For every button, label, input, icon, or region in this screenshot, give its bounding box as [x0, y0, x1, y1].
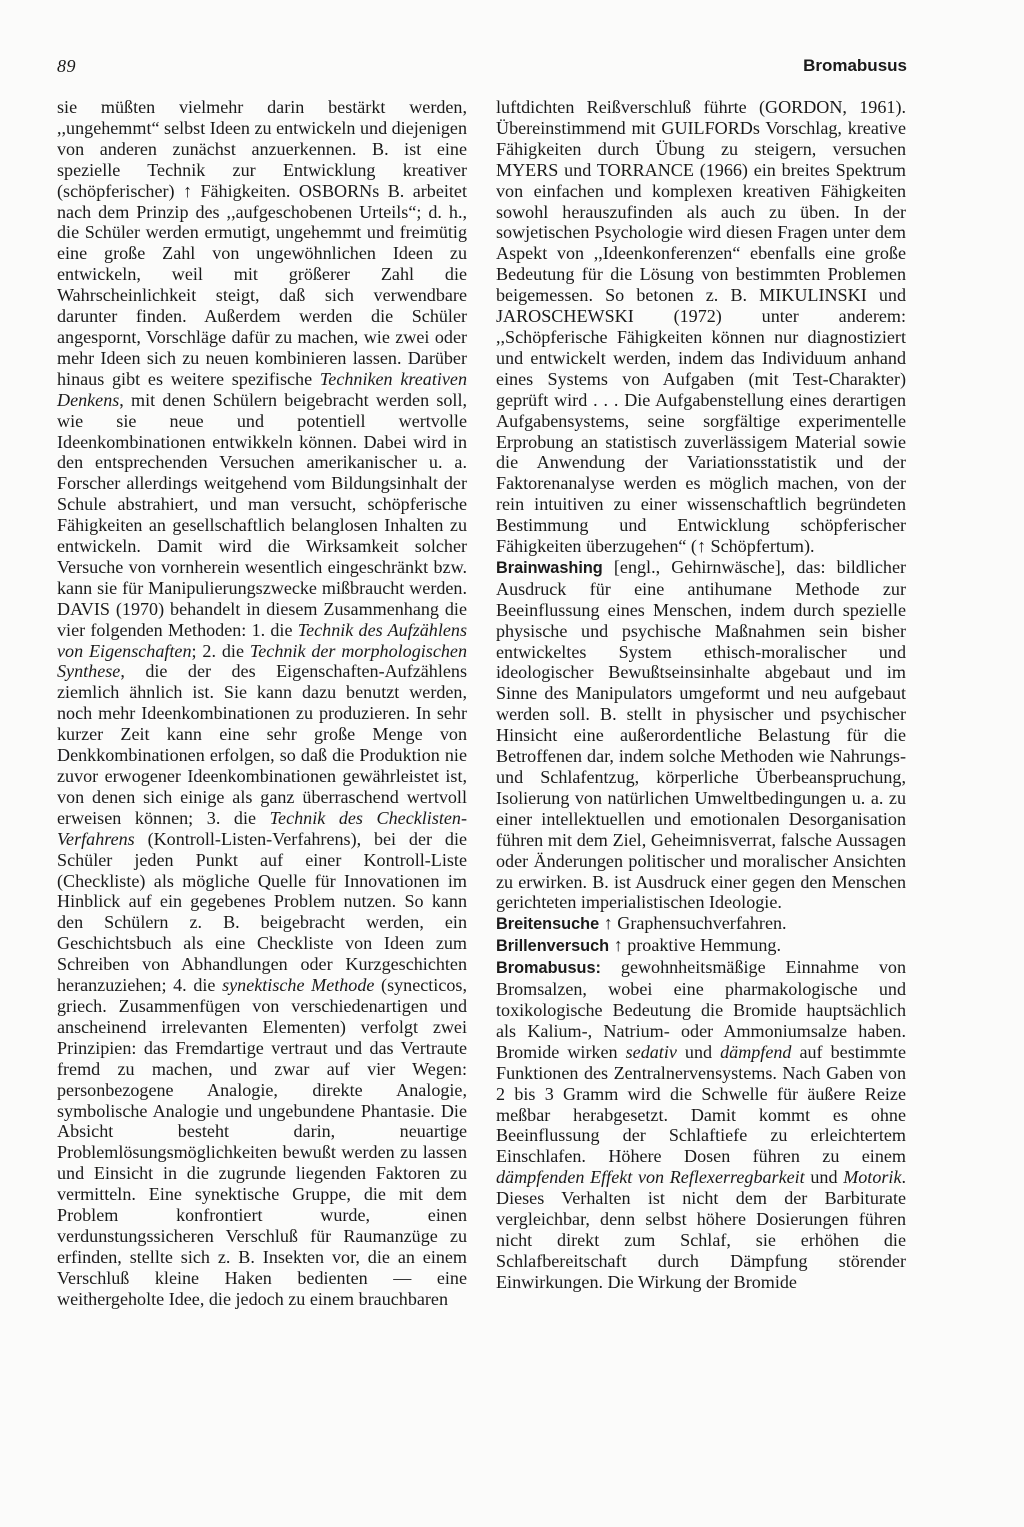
italic-term: synektische Methode — [222, 975, 375, 996]
text-run: gewohnheitsmäßige Einnahme von Bromsalzen, wobei eine pharmakologische und toxikologische Bedeutung die Bromide hauptsächlich als Kalium-, Natrium- oder Ammoniumsalze haben. Bromide wirken — [496, 957, 906, 1062]
text-run: , die der des Eigenschaften-Aufzählens ziemlich ähnlich ist. Sie kann dazu benutzt werden, noch mehr Ideenkombinationen zu produzieren. In sehr kurzer Zeit kann eine sehr große Menge von Denkkombinationen erfolgen, so daß die Produktion nie zuvor erwogener Ideenkombinationen gewährleistet ist, von denen sich einige als ganz überraschend wertvoll erweisen können; 3. die — [57, 661, 467, 828]
text-run: . Dieses Verhalten ist nicht dem der Barbiturate vergleichbar, denn selbst höhere Dosierungen führen nicht direkt zum Schlaf, sie erhöhen die Schlafbereitschaft durch Dämpfung störender Einwirkungen. Die Wirkung der Bromide — [496, 1167, 907, 1292]
text-run: , mit denen Schülern beigebracht werden soll, wie sie neue und potentiell wertvolle Ideenkombinationen entwikkeln können. Dabei wird in den entsprechenden Versuchen amerikanischer u. a. Forscher allerdings weitgehend vom Bildungsinhalt der Schule abstrahiert, und man versucht, schöpferische Fähigkeiten an gesellschaftlich belanglosen Inhalten zu entwickeln. Damit wird die Wirksamkeit solcher Versuche von vornherein wesentlich eingeschränkt bzw. kann sie für Manipulierungszwecke mißbraucht werden. DAVIS (1970) behandelt in diesem Zusammenhang die vier folgenden Methoden: 1. die — [57, 389, 467, 640]
entry-text: [engl., Gehirnwäsche], das: bildlicher Ausdruck für eine antihumane Methode zur Beeinflussung eines Menschen, indem durch spezielle physische und psychische Maßnahmen sein bisher entwickeltes System ethisch-moralischer und ideologischer Bewußtseinsinhalte abgebaut und im Sinne des Manipulators umgeformt und neu aufgebaut werden soll. B. stellt in physischer und psychischer Hinsicht eine außerordentliche Belastung für die Betroffenen dar, indem solche Methoden wie Nahrungs- und Schlafentzug, körperliche Überbeanspruchung, Isolierung von natürlichen Umweltbedingungen u. a. zu einer intellektuellen und emotionalen Desorganisation führen mit dem Ziel, Geheimnisverrat, falsche Aussagen oder Änderungen politischer und moralischer Ansichten zu erwirken. B. ist Ausdruck einer gegen den Menschen gerichteten imperialistischen Ideologie. — [496, 556, 906, 913]
entry-brainwashing — [496, 557, 906, 913]
italic-term: Technik des Aufzählens von Eigenschaften — [57, 619, 467, 661]
italic-term: sedativ — [625, 1041, 677, 1062]
italic-term: dämpfend — [720, 1041, 792, 1062]
text-run: sie müßten vielmehr darin bestärkt werden, ,,ungehemmt“ selbst Ideen zu entwickeln und diejenigen von anderen zunächst anzuerkennen. B. ist eine spezielle Technik zur Entwicklung kreativer (schöpferischer) ↑ Fähigkeiten. OSBORNs B. arbeitet nach dem Prinzip des ,,aufgeschobenen Urteils“; d. h., die Schüler werden ermutigt, ungehemmt und freimütig eine große Zahl von ungewöhnlichen Ideen zu entwickeln, weil mit größerer Zahl die Wahrscheinlichkeit steigt, daß sich verwendbare darunter finden. Außerdem werden die Schüler angespornt, Vorschläge dafür zu machen, wie zwei oder mehr Ideen sich zu neuen kombinieren lassen. Darüber hinaus gibt es weitere spezifische — [57, 97, 467, 389]
text-run: auf bestimmte Funktionen des Zentralnervensystems. Nach Gaben von 2 bis 3 Gramm wird die Schwelle für äußere Reize meßbar herabgesetzt. Damit kommt es ohne Beeinflussung der Schlaftiefe zu erleichtertem Einschlafen. Höhere Dosen führen zu einem — [496, 1041, 906, 1167]
right-column — [496, 97, 906, 1293]
text-run: (synecticos, griech. Zusammenfügen von verschiedenartigen und anscheinend irrelevanten Elementen) verfolgt zwei Prinzipien: das Fremdartige vertraut und das Vertraute fremd zu machen, und zwar auf vier Wegen: personbezogene Analogie, direkte Analogie, symbolische Analogie und ungebundene Phantasie. Die Absicht besteht darin, neuartige Problemlösungsmöglichkeiten bewußt werden zu lassen und Einsicht in die zugrunde liegenden Faktoren zu vermitteln. Eine synektische Gruppe, die mit dem Problem konfrontiert wurde, einen verdunstungssicheren Verschluß für Raumanzüge zu erfinden, stellte sich z. B. Insekten vor, die an einem Verschluß kleine Haken bedienten — eine weithergeholte Idee, die jedoch zu einem brauchbaren — [57, 975, 467, 1309]
text-run: (Kontroll-Listen-Verfahrens), bei der die Schüler jeden Punkt auf einer Kontroll-Liste (Checkliste) als mögliche Quelle für Innovationen im Hinblick auf ein gegebenes Problem nutzen. So kann den Schülern z. B. beigebracht werden, ein Geschichtsbuch als eine Checkliste von Ideen zum Schreiben von Abhandlungen oder Kurzgeschichten heranzuziehen; 4. die — [57, 828, 467, 996]
entry-term: Brainwashing — [496, 558, 603, 577]
italic-term: Motorik — [843, 1167, 902, 1188]
text-run: ; 2. die — [191, 640, 250, 661]
text-run: und — [676, 1041, 721, 1062]
italic-term: Technik der morphologischen Synthese — [57, 640, 467, 682]
entry-term: Brillenversuch — [496, 937, 610, 956]
entry-text: ↑ proaktive Hemmung. — [609, 935, 781, 956]
text-run: und — [804, 1167, 844, 1188]
entry-breitensuche — [496, 913, 906, 935]
entry-text: ↑ Graphensuchverfahren. — [599, 913, 787, 934]
entry-term: Breitensuche — [496, 915, 600, 934]
italic-term: Techniken kreativen Denkens — [57, 368, 468, 410]
entry-brillenversuch — [496, 935, 906, 957]
entry-term: Bromabusus: — [496, 959, 601, 978]
italic-term: dämpfenden Effekt von Reflexerregbarkeit — [496, 1167, 805, 1188]
page-number: 89 — [57, 56, 76, 76]
left-column — [57, 97, 467, 1310]
paragraph-continuation: luftdichten Reißverschluß führte (GORDON, 1961). Übereinstimmend mit GUILFORDs Vorschlag, kreative Fähigkeiten durch Übung zu steigern, versuchen MYERS und TORRANCE (1966) ein breites Spektrum von einfachen und komplexen kreativen Fähigkeiten sowohl herauszufinden als auch zu üben. In der sowjetischen Psychologie wird diesen Fragen unter dem Aspekt von ,,Ideenkonferenzen“ ebenfalls eine große Bedeutung für die Lösung von bestimmten Problemen beigemessen. So betonen z. B. MIKULINSKI und JAROSCHEWSKI (1972) unter anderem: ,,Schöpferische Fähigkeiten können nur diagnostiziert und entwickelt werden, indem das Individuum anhand eines Systems von Aufgaben (mit Test-Charakter) geprüft wird . . . Die Aufgabenstellung eines derartigen Aufgabensystems, seine sorgfältige experimentelle Erprobung an statistisch zuverlässigem Material sowie die Anwendung der Variationsstatistik und der Faktorenanalyse werden es möglich machen, von der rein intuitiven zu einer wissenschaftlich begründeten Bestimmung und Entwicklung schöpferischer Fähigkeiten überzugehen“ (↑ Schöpfertum). — [496, 97, 906, 557]
italic-term: Technik des Checklisten-Verfahrens — [57, 807, 467, 849]
running-head: Bromabusus — [803, 56, 907, 75]
paragraph-brainstorming-continued — [57, 97, 467, 1310]
entry-bromabusus — [496, 957, 906, 1293]
